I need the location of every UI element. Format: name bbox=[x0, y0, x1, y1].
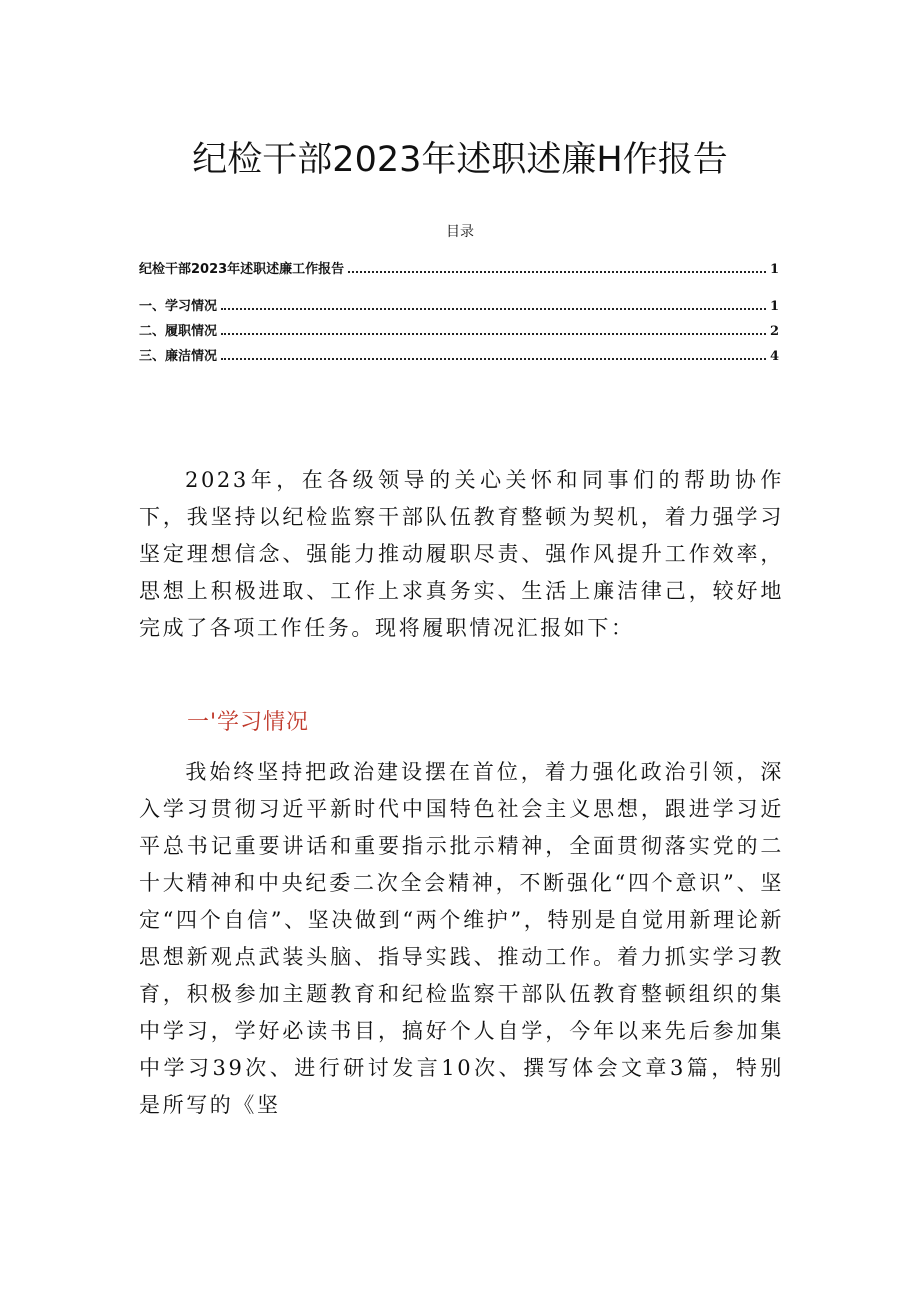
toc-leader-dots bbox=[221, 357, 766, 360]
toc-entry bbox=[139, 320, 779, 338]
toc-leader-dots bbox=[221, 332, 766, 335]
toc-entry-label: 一、学习情况 bbox=[139, 299, 218, 314]
toc-entry-label: 纪检干部2023年述职述廉工作报告 bbox=[139, 262, 345, 277]
section-heading-study: 一'学习情况 bbox=[187, 710, 310, 735]
toc-entry-label: 二、履职情况 bbox=[139, 324, 218, 339]
toc-entry-page: 1 bbox=[769, 299, 779, 314]
toc-entry bbox=[139, 295, 779, 313]
toc-entry bbox=[139, 258, 779, 276]
toc-entry-label: 三、廉洁情况 bbox=[139, 349, 218, 364]
toc-leader-dots bbox=[348, 270, 766, 273]
toc-entry-page: 4 bbox=[769, 349, 779, 364]
toc-leader-dots bbox=[221, 307, 766, 310]
study-text: 我始终坚持把政治建设摆在首位，着力强化政治引领，深入学习贯彻习近平新时代中国特色社会主义思想，跟进学习近平总书记重要讲话和重要指示批示精神，全面贯彻落实党的二十大精神和中央纪委二次全会精神，不断强化“四个意识”、坚定“四个自信”、坚决做到“两个维护”，特别是自觉用新理论新思想新观点武装头脑、指导实践、推动工作。着力抓实学习教育，积极参加主题教育和纪检监察干部队伍教育整顿组织的集中学习，学好必读书目，搞好个人自学，今年以来先后参加集中学习39次、进行研讨发言10次、撰写体会文章3篇，特别是所写的《坚 bbox=[139, 760, 784, 1117]
toc-entry bbox=[139, 345, 779, 363]
toc-entry-page: 1 bbox=[769, 262, 779, 277]
intro-text: 2023年，在各级领导的关心关怀和同事们的帮助协作下，我坚持以纪检监察干部队伍教育整顿为契机，着力强学习坚定理想信念、强能力推动履职尽责、强作风提升工作效率，思想上积极进取、工作上求真务实、生活上廉洁律己，较好地完成了各项工作任务。现将履职情况汇报如下： bbox=[139, 468, 784, 640]
study-paragraph bbox=[139, 754, 784, 1124]
document-title: 纪检干部2023年述职述廉H作报告 bbox=[192, 140, 728, 180]
intro-paragraph bbox=[139, 462, 784, 647]
toc-entry-page: 2 bbox=[769, 324, 779, 339]
toc-heading: 目录 bbox=[446, 224, 474, 240]
